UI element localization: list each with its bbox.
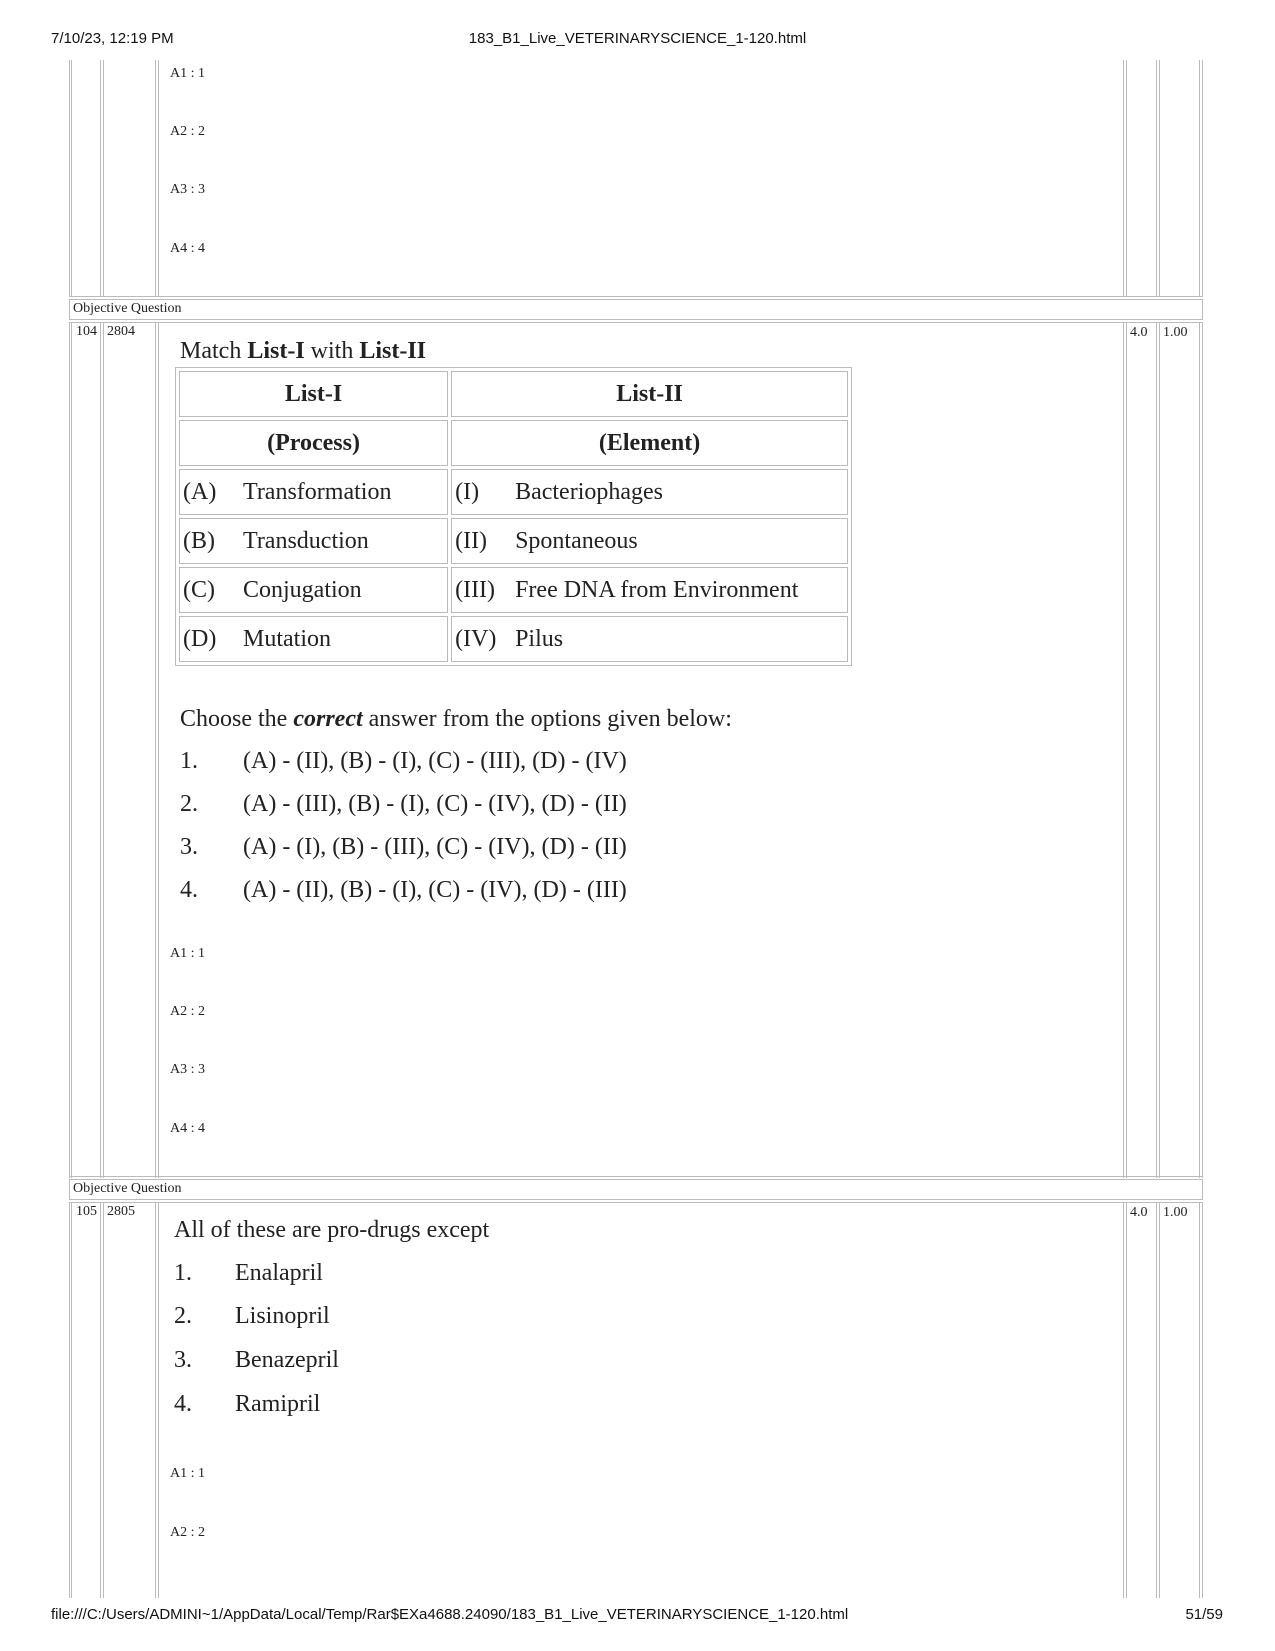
q104-answer-2: A2 : 2	[170, 1004, 205, 1019]
list2-subheader: (Element)	[451, 420, 848, 466]
q104-id: 2804	[107, 324, 135, 339]
q105-answer-2: A2 : 2	[170, 1525, 205, 1540]
q104-option-1: 1. (A) - (II), (B) - (I), (C) - (III), (D) - (IV)	[180, 748, 627, 774]
print-file-path: file:///C:/Users/ADMINI~1/AppData/Local/Temp/Rar$EXa4688.24090/183_B1_Live_VETERINARYSCIENCE_1-120.html	[51, 1606, 849, 1623]
prev-answer-3: A3 : 3	[170, 182, 205, 197]
q105-option-4: 4. Ramipril	[174, 1391, 321, 1417]
q104-match-table	[175, 367, 852, 666]
match-row: (C) Conjugation (III) Free DNA from Environment	[179, 567, 848, 613]
q105-option-2: 2. Lisinopril	[174, 1303, 330, 1329]
prev-answer-4: A4 : 4	[170, 241, 205, 256]
q105-negative-marks: 1.00	[1163, 1205, 1188, 1220]
q104-answer-3: A3 : 3	[170, 1062, 205, 1077]
list1-header: List-I	[179, 371, 448, 417]
q104-option-4: 4. (A) - (II), (B) - (I), (C) - (IV), (D) - (III)	[180, 877, 627, 903]
q104-title: Match List-I with List-II	[180, 338, 427, 364]
q105-marks: 4.0	[1130, 1205, 1148, 1220]
print-doc-title: 183_B1_Live_VETERINARYSCIENCE_1-120.html	[468, 30, 807, 47]
q105-question: All of these are pro-drugs except	[174, 1217, 490, 1243]
q105-id: 2805	[107, 1204, 135, 1219]
q104-answer-1: A1 : 1	[170, 946, 205, 961]
q104-serial: 104	[76, 324, 97, 339]
match-row: (A) Transformation (I) Bacteriophages	[179, 469, 848, 515]
q104-answer-4: A4 : 4	[170, 1121, 205, 1136]
print-page-number: 51/59	[1185, 1606, 1223, 1623]
q104-marks: 4.0	[1130, 325, 1148, 340]
q104-option-2: 2. (A) - (III), (B) - (I), (C) - (IV), (D) - (II)	[180, 791, 627, 817]
q105-serial: 105	[76, 1204, 97, 1219]
match-row: (D) Mutation (IV) Pilus	[179, 616, 848, 662]
q104-type-label: Objective Question	[73, 301, 182, 316]
q105-type-label: Objective Question	[73, 1181, 182, 1196]
list1-subheader: (Process)	[179, 420, 448, 466]
q104-negative-marks: 1.00	[1163, 325, 1188, 340]
prev-answer-2: A2 : 2	[170, 124, 205, 139]
q104-option-3: 3. (A) - (I), (B) - (III), (C) - (IV), (D) - (II)	[180, 834, 627, 860]
q104-instruction: Choose the correct answer from the options given below:	[180, 706, 732, 732]
q105-option-3: 3. Benazepril	[174, 1347, 339, 1373]
prev-answer-1: A1 : 1	[170, 66, 205, 81]
print-datetime: 7/10/23, 12:19 PM	[51, 30, 174, 47]
q105-option-1: 1. Enalapril	[174, 1260, 323, 1286]
list2-header: List-II	[451, 371, 848, 417]
match-row: (B) Transduction (II) Spontaneous	[179, 518, 848, 564]
q105-answer-1: A1 : 1	[170, 1466, 205, 1481]
